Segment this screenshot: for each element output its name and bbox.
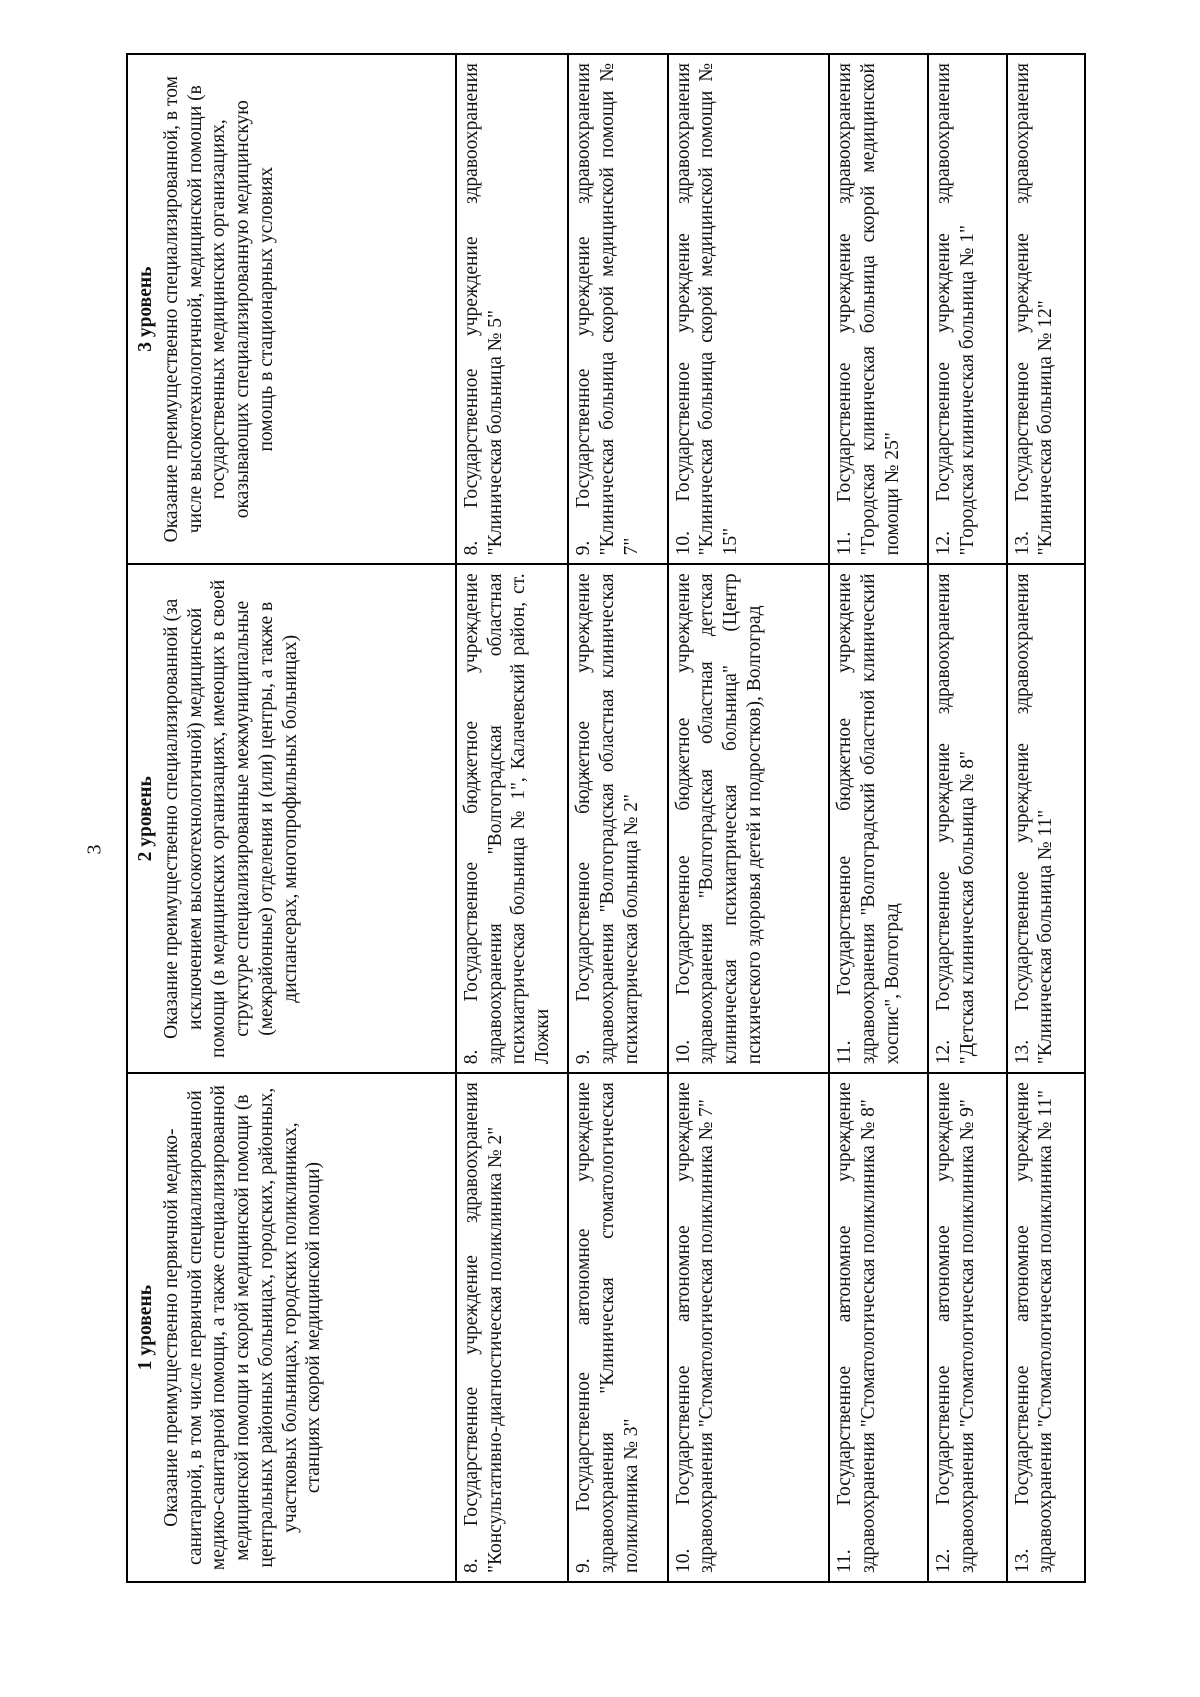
- header-description: Оказание преимущественно специализированной, в том числе высокотехнологичной, медицинской помощи (в государственных медицинских организациях, оказывающих специализированную медицинскую помощь в стационарных условиях: [160, 76, 277, 543]
- cell-level-2: 11. Государственное бюджетное учреждение здравоохранения "Волгоградский областной клинический хоспис", Волгоград: [829, 564, 928, 1073]
- table-row: [568, 54, 667, 1582]
- header-level-1: [127, 1073, 456, 1582]
- table-row: [456, 54, 569, 1582]
- cell-level-2: 13. Государственное учреждение здравоохранения "Клиническая больница № 11": [1007, 564, 1085, 1073]
- cell-level-1: 9. Государственное автономное учреждение здравоохранения "Клиническая стоматологическая поликлиника № 3": [568, 1073, 667, 1582]
- cell-level-3: 8. Государственное учреждение здравоохранения "Клиническая больница № 5": [456, 54, 569, 564]
- cell-level-3: 13. Государственное учреждение здравоохранения "Клиническая больница № 12": [1007, 54, 1085, 564]
- header-description: Оказание преимущественно первичной медико-санитарной, в том числе первичной специализированной медико-санитарной помощи, а также специализированной медицинской помощи и скорой медицинской помощи (в центральных районных больницах, городских, районных, участковых больницах, городских поликлиниках, станциях скорой медицинской помощи): [160, 1085, 325, 1571]
- cell-level-2: 9. Государственное бюджетное учреждение здравоохранения "Волгоградская областная клиническая психиатрическая больница № 2": [568, 564, 667, 1073]
- header-level-2: [127, 564, 456, 1073]
- cell-level-2: 8. Государственное бюджетное учреждение здравоохранения "Волгоградская областная психиатрическая больница № 1", Калачевский район, ст. Ложки: [456, 564, 569, 1073]
- cell-level-1: 13. Государственное автономное учреждение здравоохранения "Стоматологическая поликлиника № 11": [1007, 1073, 1085, 1582]
- cell-level-3: 11. Государственное учреждение здравоохранения "Городская клиническая больница скорой медицинской помощи № 25": [829, 54, 928, 564]
- header-title: 2 уровень: [135, 776, 156, 862]
- cell-level-1: 11. Государственное автономное учреждение здравоохранения "Стоматологическая поликлиника № 8": [829, 1073, 928, 1582]
- table-header-row: [127, 54, 456, 1582]
- page-number: 3: [83, 844, 106, 855]
- table-row: [1007, 54, 1085, 1582]
- header-title: 1 уровень: [135, 1284, 156, 1371]
- cell-level-1: 10. Государственное автономное учреждение здравоохранения "Стоматологическая поликлиника № 7": [668, 1073, 830, 1582]
- cell-level-1: 12. Государственное автономное учреждение здравоохранения "Стоматологическая поликлиника № 9": [928, 1073, 1006, 1582]
- cell-level-3: 12. Государственное учреждение здравоохранения "Городская клиническая больница № 1": [928, 54, 1006, 564]
- header-level-3: [127, 54, 456, 564]
- header-description: Оказание преимущественно специализированной (за исключением высокотехнологичной) медицинской помощи (в медицинских организациях, имеющих в своей структуре специализированные межмуниципальные (межрайонные) отделения и (или) центры, а также в диспансерах, многопрофильных больницах): [160, 579, 301, 1058]
- cell-level-3: 10. Государственное учреждение здравоохранения "Клиническая больница скорой медицинской помощи № 15": [668, 54, 830, 564]
- table-row: [668, 54, 830, 1582]
- table-row: [928, 54, 1006, 1582]
- cell-level-2: 12. Государственное учреждение здравоохранения "Детская клиническая больница № 8": [928, 564, 1006, 1073]
- cell-level-3: 9. Государственное учреждение здравоохранения "Клиническая больница скорой медицинской помощи № 7": [568, 54, 667, 564]
- rotated-table-wrapper: [126, 53, 1086, 1583]
- cell-level-1: 8. Государственное учреждение здравоохранения "Консультативно-диагностическая поликлиника № 2": [456, 1073, 569, 1582]
- table-row: [829, 54, 928, 1582]
- cell-level-2: 10. Государственное бюджетное учреждение здравоохранения "Волгоградская областная детская клиническая психиатрическая больница" (Центр психического здоровья детей и подростков), Волгоград: [668, 564, 830, 1073]
- levels-table: [126, 53, 1086, 1583]
- header-title: 3 уровень: [135, 266, 156, 352]
